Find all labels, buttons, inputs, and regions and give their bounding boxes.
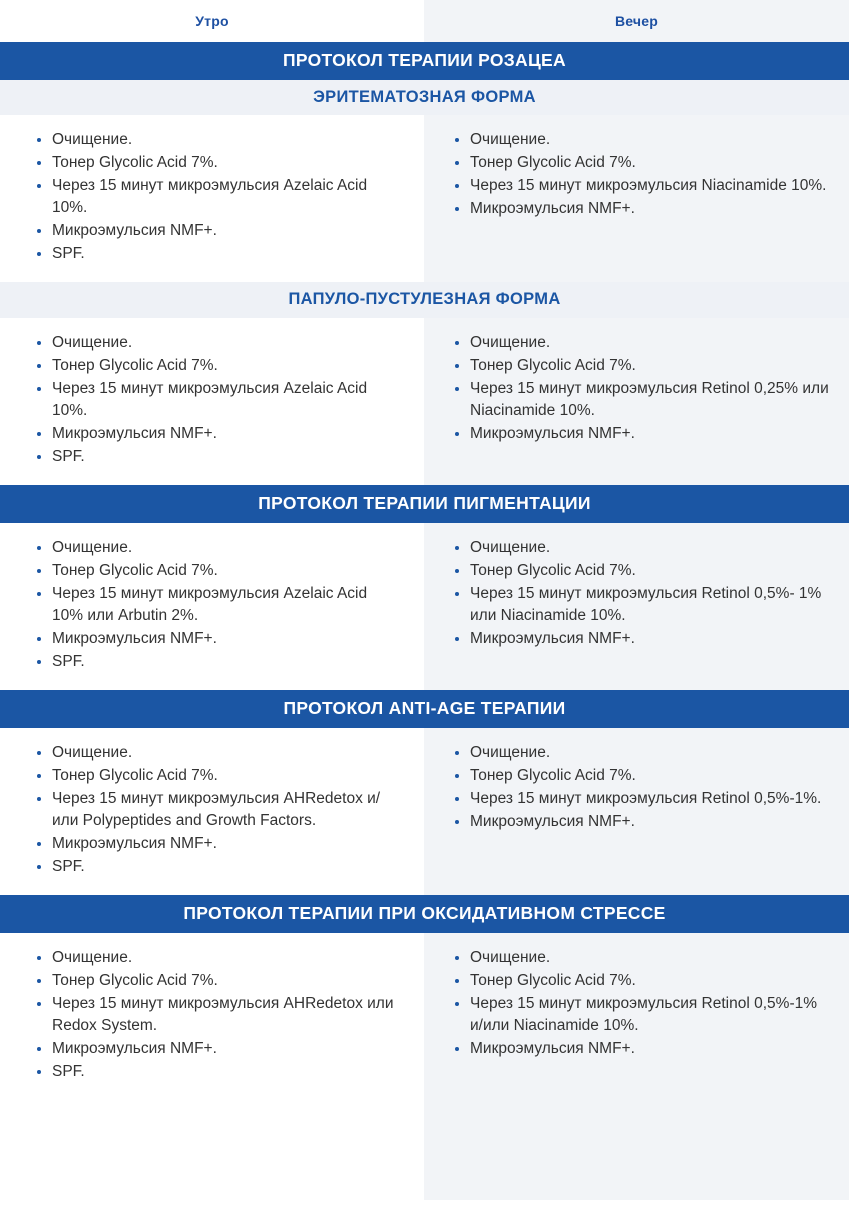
list-item: Тонер Glycolic Acid 7%. <box>34 560 402 582</box>
list-item: Микроэмульсия NMF+. <box>452 423 831 445</box>
morning-step-list <box>34 742 402 878</box>
list-item: Микроэмульсия NMF+. <box>452 198 831 220</box>
section-banner: ПРОТОКОЛ ТЕРАПИИ РОЗАЦЕА <box>0 42 849 80</box>
protocol-row <box>0 318 849 485</box>
list-item: Через 15 минут микроэмульсия Retinol 0,25% или Niacinamide 10%. <box>452 378 831 422</box>
list-item: Очищение. <box>34 332 402 354</box>
morning-step-list <box>34 129 402 265</box>
list-item: Очищение. <box>34 742 402 764</box>
section-banner: ПРОТОКОЛ ТЕРАПИИ ПРИ ОКСИДАТИВНОМ СТРЕССЕ <box>0 895 849 933</box>
list-item: SPF. <box>34 243 402 265</box>
list-item: Микроэмульсия NMF+. <box>34 1038 402 1060</box>
morning-cell <box>0 728 424 895</box>
evening-step-list <box>452 332 831 445</box>
list-item: Тонер Glycolic Acid 7%. <box>452 970 831 992</box>
list-item: Тонер Glycolic Acid 7%. <box>452 560 831 582</box>
list-item: Очищение. <box>452 332 831 354</box>
table-header-row <box>0 0 849 42</box>
list-item: Тонер Glycolic Acid 7%. <box>34 152 402 174</box>
list-item: Через 15 минут микроэмульсия Azelaic Acid 10% или Arbutin 2%. <box>34 583 402 627</box>
evening-step-list <box>452 742 831 833</box>
evening-cell <box>424 523 849 690</box>
list-item: Через 15 минут микроэмульсия Retinol 0,5%- 1% или Niacinamide 10%. <box>452 583 831 627</box>
list-item: SPF. <box>34 446 402 468</box>
list-item: SPF. <box>34 651 402 673</box>
evening-step-list <box>452 129 831 220</box>
evening-step-list <box>452 947 831 1060</box>
list-item: Через 15 минут микроэмульсия Azelaic Acid 10%. <box>34 175 402 219</box>
subsection-banner: ПАПУЛО-ПУСТУЛЕЗНАЯ ФОРМА <box>0 282 849 317</box>
evening-cell <box>424 728 849 895</box>
list-item: Очищение. <box>452 537 831 559</box>
list-item: Тонер Glycolic Acid 7%. <box>34 765 402 787</box>
list-item: Через 15 минут микроэмульсия AHRedetox или Redox System. <box>34 993 402 1037</box>
list-item: Микроэмульсия NMF+. <box>34 833 402 855</box>
morning-step-list <box>34 332 402 468</box>
evening-cell <box>424 318 849 485</box>
morning-cell <box>0 933 424 1100</box>
list-item: Микроэмульсия NMF+. <box>452 811 831 833</box>
morning-step-list <box>34 947 402 1083</box>
list-item: Через 15 минут микроэмульсия AHRedetox и/или Polypeptides and Growth Factors. <box>34 788 402 832</box>
list-item: Микроэмульсия NMF+. <box>34 220 402 242</box>
protocol-row <box>0 728 849 895</box>
list-item: Микроэмульсия NMF+. <box>34 628 402 650</box>
list-item: Через 15 минут микроэмульсия Azelaic Acid 10%. <box>34 378 402 422</box>
list-item: Очищение. <box>34 947 402 969</box>
protocol-row <box>0 933 849 1100</box>
list-item: Очищение. <box>452 947 831 969</box>
evening-cell <box>424 933 849 1100</box>
protocol-row <box>0 523 849 690</box>
list-item: Микроэмульсия NMF+. <box>34 423 402 445</box>
column-header-morning: Утро <box>195 13 229 29</box>
morning-step-list <box>34 537 402 673</box>
morning-cell <box>0 318 424 485</box>
morning-cell <box>0 115 424 282</box>
list-item: Очищение. <box>452 129 831 151</box>
list-item: Микроэмульсия NMF+. <box>452 628 831 650</box>
list-item: Очищение. <box>34 537 402 559</box>
list-item: Тонер Glycolic Acid 7%. <box>452 152 831 174</box>
bottom-spacer <box>0 1100 849 1220</box>
list-item: SPF. <box>34 856 402 878</box>
list-item: Через 15 минут микроэмульсия Niacinamide 10%. <box>452 175 831 197</box>
list-item: Очищение. <box>34 129 402 151</box>
list-item: Очищение. <box>452 742 831 764</box>
morning-cell <box>0 523 424 690</box>
evening-step-list <box>452 537 831 650</box>
list-item: Тонер Glycolic Acid 7%. <box>452 355 831 377</box>
section-banner: ПРОТОКОЛ ANTI-AGE ТЕРАПИИ <box>0 690 849 728</box>
list-item: Тонер Glycolic Acid 7%. <box>452 765 831 787</box>
column-header-evening: Вечер <box>614 13 658 29</box>
list-item: Микроэмульсия NMF+. <box>452 1038 831 1060</box>
section-banner: ПРОТОКОЛ ТЕРАПИИ ПИГМЕНТАЦИИ <box>0 485 849 523</box>
subsection-banner: ЭРИТЕМАТОЗНАЯ ФОРМА <box>0 80 849 115</box>
list-item: Через 15 минут микроэмульсия Retinol 0,5%-1% и/или Niacinamide 10%. <box>452 993 831 1037</box>
list-item: Тонер Glycolic Acid 7%. <box>34 970 402 992</box>
list-item: SPF. <box>34 1061 402 1083</box>
list-item: Через 15 минут микроэмульсия Retinol 0,5%-1%. <box>452 788 831 810</box>
protocol-row <box>0 115 849 282</box>
evening-cell <box>424 115 849 282</box>
list-item: Тонер Glycolic Acid 7%. <box>34 355 402 377</box>
